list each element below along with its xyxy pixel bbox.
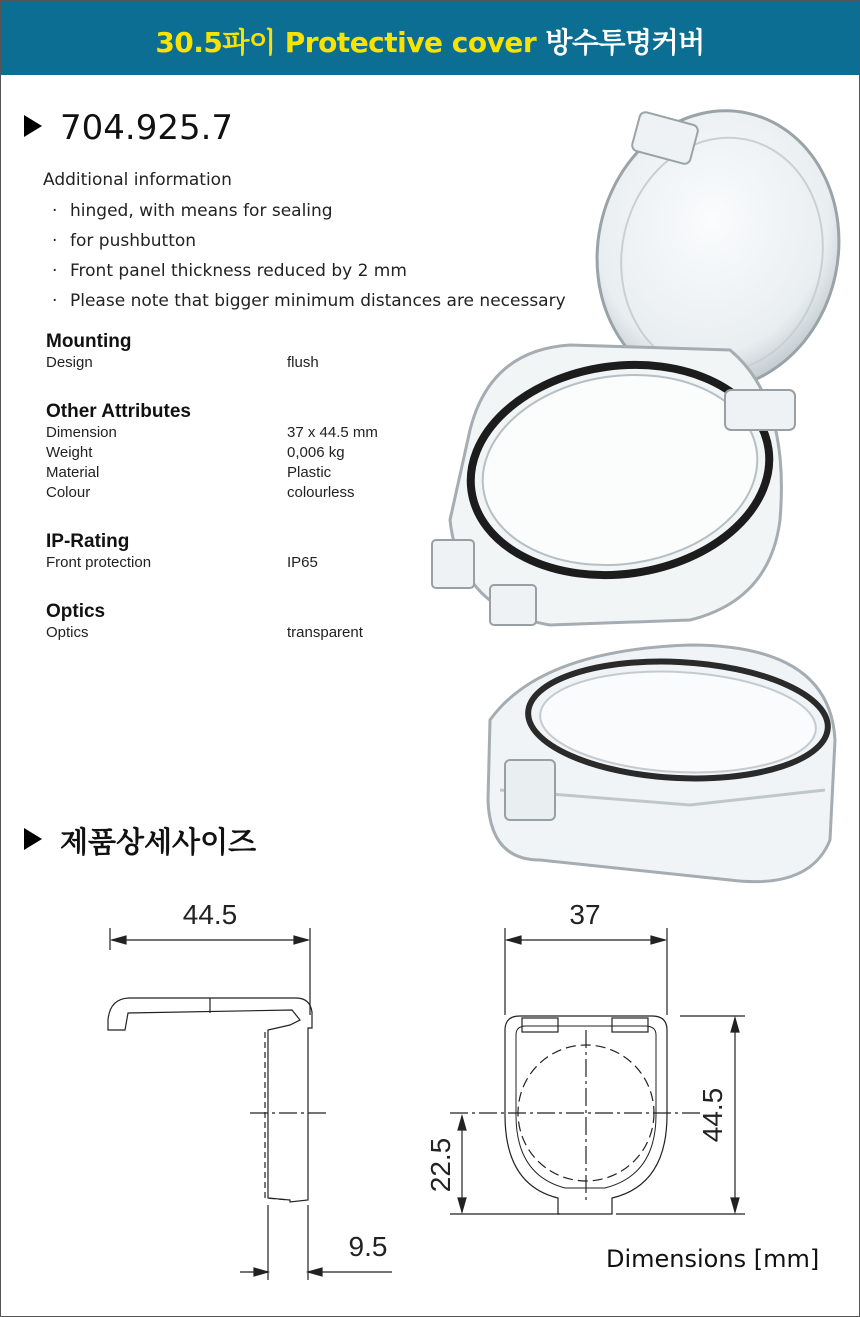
spec-row — [46, 553, 446, 573]
product-photo — [430, 100, 850, 890]
spec-optics — [46, 600, 446, 643]
dim-side-width: 44.5 — [182, 899, 238, 930]
triangle-bullet-icon — [24, 115, 42, 137]
side-hidden-line — [265, 1032, 290, 1200]
bullet-dot-icon: · — [52, 231, 58, 251]
spec-row — [46, 623, 446, 643]
dimension-drawing — [0, 880, 860, 1300]
spec-value: colourless — [287, 484, 355, 501]
spec-title: IP-Rating — [46, 531, 130, 552]
spec-row — [46, 483, 446, 503]
arrowheads — [254, 1268, 322, 1276]
title-kr: 방수투명커버 — [545, 26, 705, 59]
bullet-dot-icon: · — [52, 201, 58, 221]
dimensions-caption: Dimensions [mm] — [606, 1245, 820, 1273]
spec-label: Weight — [46, 444, 93, 461]
spec-title: Other Attributes — [46, 401, 191, 422]
page-title — [1, 21, 859, 61]
section-detail-title: 제품상세사이즈 — [60, 825, 257, 859]
section-detail-heading — [24, 820, 256, 861]
spec-title: Mounting — [46, 331, 132, 352]
spec-value: IP65 — [287, 554, 318, 571]
closed-cover-shape — [488, 645, 835, 882]
spec-label: Colour — [46, 484, 91, 501]
spec-value: Plastic — [287, 464, 332, 481]
side-view-outline — [108, 998, 312, 1202]
model-number: 704.925.7 — [60, 108, 234, 148]
dim-front-width: 37 — [569, 899, 601, 930]
list-item-text: Front panel thickness reduced by 2 mm — [70, 261, 407, 281]
spec-other-attributes — [46, 400, 446, 503]
spec-row — [46, 353, 446, 373]
spec-row — [46, 463, 446, 483]
triangle-bullet-icon — [24, 828, 42, 850]
spec-row — [46, 443, 446, 463]
list-item-text: Please note that bigger minimum distances are necessary — [70, 291, 566, 311]
spec-value: transparent — [287, 624, 363, 641]
dim-front-height: 44.5 — [697, 1087, 728, 1143]
spec-value: 37 x 44.5 mm — [287, 424, 378, 441]
header-banner — [1, 1, 859, 75]
spec-title: Optics — [46, 601, 106, 622]
spec-ip-rating — [46, 530, 446, 573]
dim-center-height: 22.5 — [425, 1137, 456, 1193]
model-heading — [24, 108, 233, 148]
list-item-text: for pushbutton — [70, 231, 197, 251]
title-en: 30.5파이 Protective cover — [155, 26, 537, 59]
spec-label: Dimension — [46, 424, 117, 441]
spec-label: Optics — [46, 624, 89, 641]
spec-value: flush — [287, 354, 319, 371]
hinge-right — [612, 1018, 648, 1032]
list-item-text: hinged, with means for sealing — [70, 201, 333, 221]
spec-row — [46, 423, 446, 443]
spec-label: Material — [46, 464, 100, 481]
bullet-dot-icon: · — [52, 291, 58, 311]
base-frame-shape — [432, 345, 795, 625]
spec-label: Design — [46, 354, 93, 371]
hinge-left — [522, 1018, 558, 1032]
spec-value: 0,006 kg — [287, 444, 345, 461]
dim-depth: 9.5 — [348, 1231, 388, 1262]
additional-info-heading: Additional information — [43, 170, 232, 190]
bullet-dot-icon: · — [52, 261, 58, 281]
spec-mounting — [46, 330, 446, 373]
spec-label: Front protection — [46, 554, 152, 571]
